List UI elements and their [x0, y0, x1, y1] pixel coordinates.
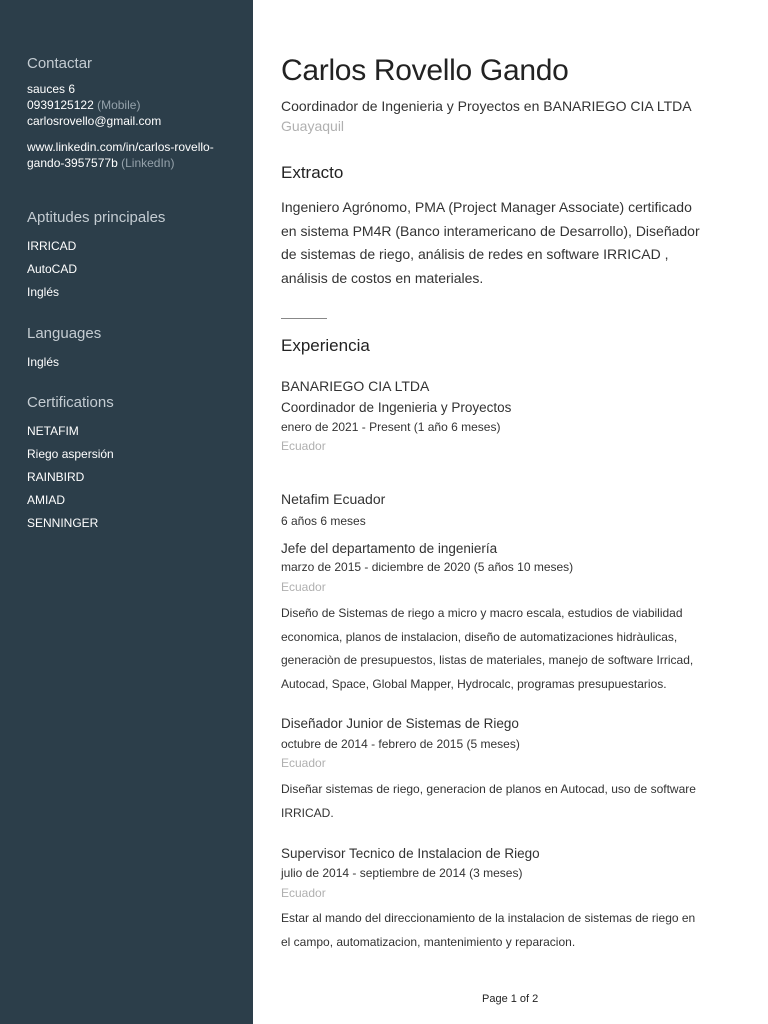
language-item: Inglés: [27, 355, 60, 369]
skills-section: [27, 209, 247, 304]
exp1-dates: enero de 2021 - Present (1 año 6 meses): [281, 420, 501, 434]
contact-phone: 0939125122: [27, 98, 94, 112]
exp2-role1-dates: marzo de 2015 - diciembre de 2020 (5 años 10 meses): [281, 560, 574, 574]
exp2-role3-location: Ecuador: [281, 886, 326, 900]
exp2-total-duration: 6 años 6 meses: [281, 514, 366, 528]
profile-headline: Coordinador de Ingenieria y Proyectos en BANARIEGO CIA LTDA: [281, 98, 692, 114]
certification-item: AMIAD: [27, 493, 66, 507]
skill-item: Inglés: [27, 285, 60, 299]
contact-address: sauces 6: [27, 82, 76, 96]
profile-location: Guayaquil: [281, 118, 345, 134]
summary-line: análisis de costos en materiales.: [281, 270, 484, 287]
certification-item: NETAFIM: [27, 424, 79, 438]
certifications-section: [27, 394, 247, 535]
summary-line: en sistema PM4R (Banco interamericano de Desarrollo), Diseñador: [281, 222, 700, 239]
exp1-role: Coordinador de Ingenieria y Proyectos: [281, 400, 512, 415]
exp2-role3-title: Supervisor Tecnico de Instalacion de Riego: [281, 846, 540, 861]
profile-name: Carlos Rovello Gando: [281, 54, 569, 87]
exp2-role3-dates: julio de 2014 - septiembre de 2014 (3 meses): [281, 866, 523, 880]
description-line: economica, planos de instalacion, diseño de automatizaciones hidràulicas,: [281, 629, 678, 644]
exp2-role2-dates: octubre de 2014 - febrero de 2015 (5 meses): [281, 737, 520, 751]
languages-heading: Languages: [27, 325, 102, 342]
description-line: IRRICAD.: [281, 805, 334, 820]
description-line: generaciòn de presupuestos, listas de materiales, manejo de software Irricad,: [281, 653, 694, 668]
contact-email[interactable]: carlosrovello@gmail.com: [27, 114, 162, 128]
section-divider: [281, 318, 327, 319]
exp2-role3-description: [281, 907, 751, 954]
exp2-role1-description: [281, 602, 751, 696]
contact-heading: Contactar: [27, 55, 93, 72]
certification-item: RAINBIRD: [27, 470, 85, 484]
certification-item: Riego aspersión: [27, 447, 114, 461]
certification-item: SENNINGER: [27, 516, 99, 530]
linkedin-url-line1[interactable]: www.linkedin.com/in/carlos-rovello-: [27, 140, 214, 154]
exp1-location: Ecuador: [281, 439, 326, 453]
exp2-role2-location: Ecuador: [281, 756, 326, 770]
description-line: Diseño de Sistemas de riego a micro y macro escala, estudios de viabilidad: [281, 606, 683, 620]
description-line: Autocad, Space, Global Mapper, Hydrocalc, programas presupuestarios.: [281, 676, 667, 691]
linkedin-type: (LinkedIn): [121, 156, 175, 170]
skill-item: IRRICAD: [27, 239, 77, 253]
description-line: el campo, automatizacion, mantenimiento y reparacion.: [281, 934, 576, 949]
summary-line: Ingeniero Agrónomo, PMA (Project Manager Associate) certificado: [281, 199, 692, 215]
exp1-company: BANARIEGO CIA LTDA: [281, 378, 430, 394]
sidebar: [0, 0, 253, 1024]
skill-item: AutoCAD: [27, 262, 78, 276]
page-number: Page 1 of 2: [482, 993, 539, 1005]
linkedin-url-part2[interactable]: gando-3957577b: [27, 156, 118, 170]
description-line: Estar al mando del direccionamiento de la instalacion de sistemas de riego en: [281, 911, 696, 925]
contact-phone-line: [27, 97, 247, 113]
summary-text: [281, 196, 751, 291]
summary-line: de sistemas de riego, análisis de redes en software IRRICAD ,: [281, 246, 669, 263]
certifications-heading: Certifications: [27, 394, 114, 411]
linkedin-url-line2[interactable]: [27, 155, 247, 171]
exp2-company: Netafim Ecuador: [281, 491, 386, 507]
skills-heading: Aptitudes principales: [27, 209, 166, 226]
contact-phone-type: (Mobile): [97, 98, 141, 112]
exp2-role1-title: Jefe del departamento de ingeniería: [281, 541, 498, 556]
languages-section: [27, 325, 247, 374]
exp2-role2-description: [281, 778, 751, 825]
contact-section: [27, 55, 247, 171]
experience-title: Experiencia: [281, 336, 370, 355]
description-line: Diseñar sistemas de riego, generacion de planos en Autocad, uso de software: [281, 782, 696, 796]
exp2-role1-location: Ecuador: [281, 580, 326, 594]
exp2-role2-title: Diseñador Junior de Sistemas de Riego: [281, 716, 519, 731]
summary-title: Extracto: [281, 163, 344, 182]
